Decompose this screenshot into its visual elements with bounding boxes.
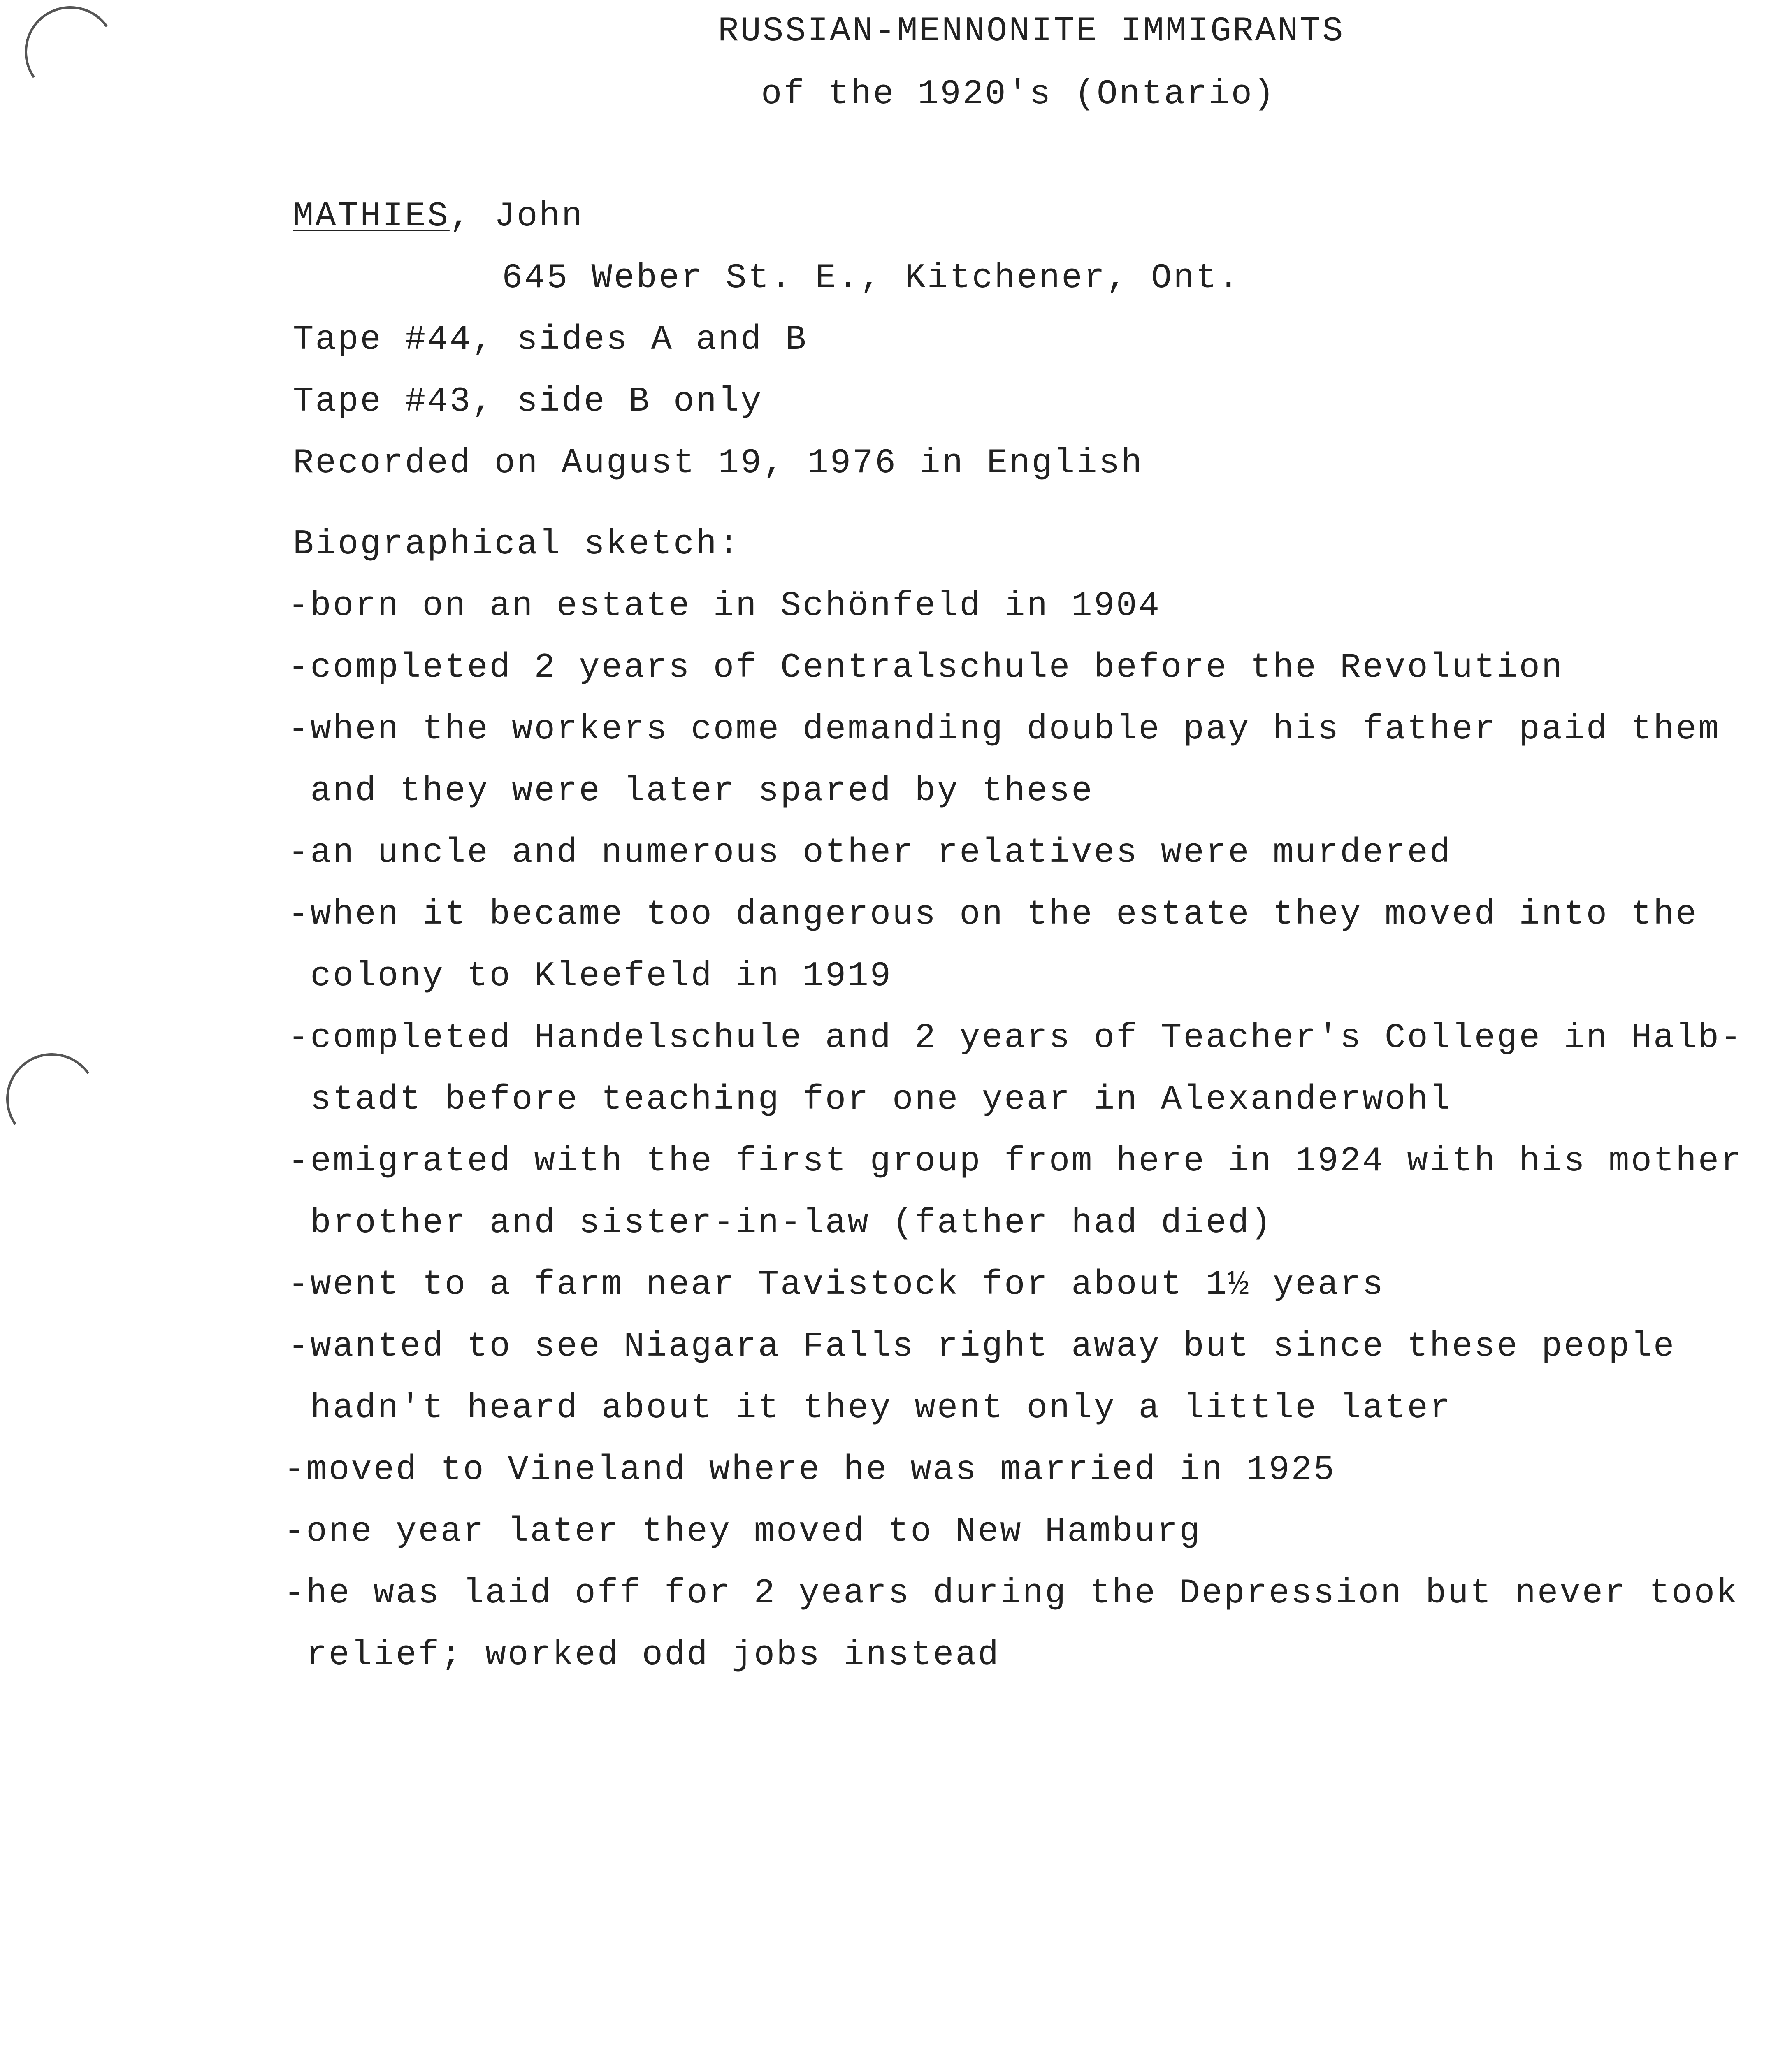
sketch-line: relief; worked odd jobs instead (284, 1636, 1000, 1675)
sketch-line: -he was laid off for 2 years during the Depression but never took (284, 1574, 1739, 1613)
sketch-line: -completed 2 years of Centralschule before the Revolution (288, 648, 1564, 687)
punch-hole-middle (0, 1046, 105, 1152)
surname: MATHIES (293, 197, 450, 236)
sketch-line: -an uncle and numerous other relatives were murdered (288, 833, 1452, 873)
sketch-heading: Biographical sketch: (293, 525, 741, 564)
sketch-line: brother and sister-in-law (father had died) (288, 1204, 1273, 1243)
sketch-line: hadn't heard about it they went only a little later (288, 1389, 1452, 1428)
sketch-line: -when it became too dangerous on the estate they moved into the (288, 895, 1698, 934)
address: 645 Weber St. E., Kitchener, Ont. (502, 259, 1241, 298)
sketch-line: colony to Kleefeld in 1919 (288, 957, 893, 996)
sketch-line: -when the workers come demanding double pay his father paid them (288, 710, 1721, 749)
tape-43: Tape #43, side B only (293, 382, 763, 421)
document-subtitle: of the 1920's (Ontario) (761, 75, 1276, 114)
recording-date: Recorded on August 19, 1976 in English (293, 444, 1144, 483)
sketch-line: -one year later they moved to New Hamburg (284, 1512, 1202, 1551)
tape-44: Tape #44, sides A and B (293, 320, 808, 360)
sketch-line: -wanted to see Niagara Falls right away but since these people (288, 1327, 1676, 1366)
punch-hole-top (17, 0, 123, 105)
interviewee-name (293, 197, 584, 236)
sketch-line: -emigrated with the first group from here in 1924 with his mother (288, 1142, 1743, 1181)
sketch-line: -completed Handelschule and 2 years of Teacher's College in Halb- (288, 1019, 1743, 1058)
sketch-line: stadt before teaching for one year in Alexanderwohl (288, 1080, 1452, 1119)
given-name: , John (449, 197, 584, 236)
document-title: RUSSIAN-MENNONITE IMMIGRANTS (718, 12, 1345, 51)
sketch-line: -born on an estate in Schönfeld in 1904 (288, 587, 1161, 626)
sketch-line: -moved to Vineland where he was married in 1925 (284, 1451, 1336, 1490)
sketch-line: and they were later spared by these (288, 772, 1094, 811)
sketch-line: -went to a farm near Tavistock for about 1½ years (288, 1265, 1385, 1305)
